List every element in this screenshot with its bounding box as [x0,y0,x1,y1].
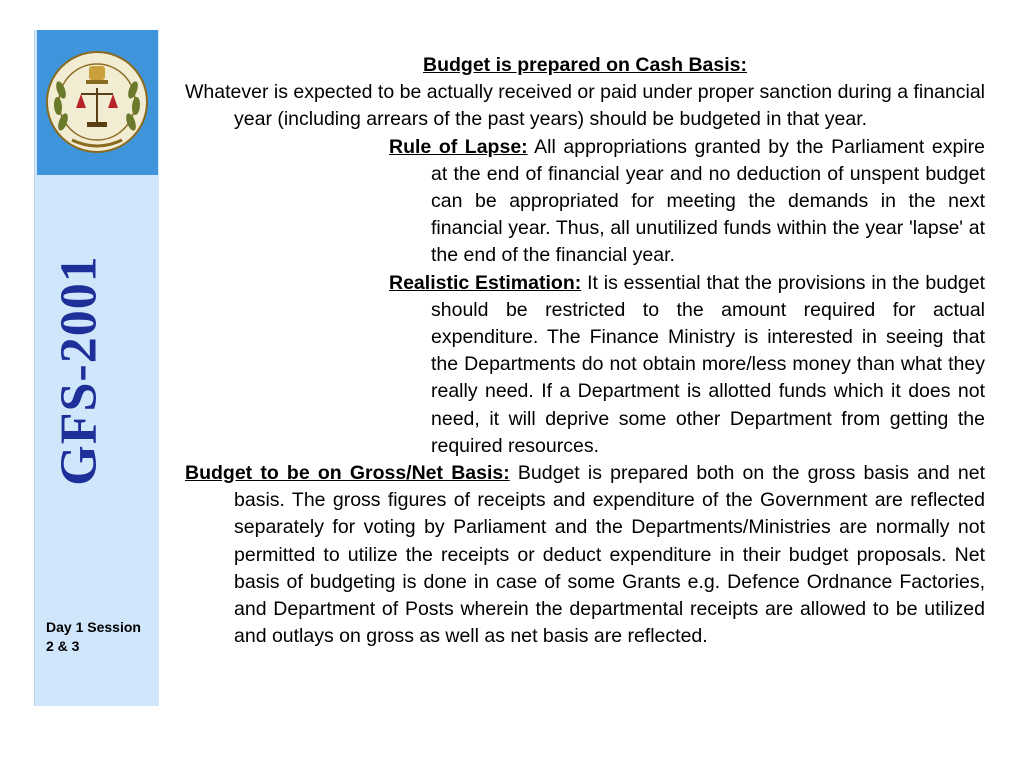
cash-basis-paragraph: Whatever is expected to be actually received or paid under proper sanction during a financial year (including arrears of the past years) should be budgeted in that year. [185,81,985,131]
realistic-estimation-paragraph [389,270,985,460]
vertical-title-container [49,250,109,490]
emblem-icon [37,30,158,175]
session-label: Day 1 Session 2 & 3 [46,619,141,654]
cash-basis-heading: Budget is prepared on Cash Basis: [423,54,747,76]
gross-net-text: Budget is prepared both on the gross basis and net basis. The gross figures of receipts and expenditure of the Government are reflected separately for voting by Parliament and the Departments/Ministries are normally not permitted to utilize the receipts or deduct expenditure in their budget proposals. Net basis of budgeting is done in case of some Grants e.g. Defence Ordnance Factories, and Department of Posts wherein the departmental receipts are allowed to be utilized and outlays on gross as well as net basis are reflected. [234,462,985,648]
slide-content [185,52,985,650]
realistic-estimation-term: Realistic Estimation: [389,271,582,294]
realistic-estimation-text: It is essential that the provisions in the budget should be restricted to the amount required for actual expenditure. The Finance Ministry is interested in seeing that the Departments do not obtain more/less money than what they really need. If a Department is allotted funds which it does not need, it will deprive some other Department from getting the required resources. [431,271,985,457]
gross-net-paragraph [185,460,985,650]
emblem-logo [37,30,158,175]
sidebar-title: GFS-2001 [50,254,108,486]
rule-of-lapse-text: All appropriations granted by the Parliament expire at the end of financial year and no deduction of unspent budget can be appropriated for meeting the demands in the next financial year. Thus, all unutilized funds within the year 'lapse' at the end of the financial year. [431,135,985,267]
gross-net-term: Budget to be on Gross/Net Basis: [185,462,510,485]
rule-of-lapse-term: Rule of Lapse: [389,135,528,158]
rule-of-lapse-paragraph [389,134,985,270]
